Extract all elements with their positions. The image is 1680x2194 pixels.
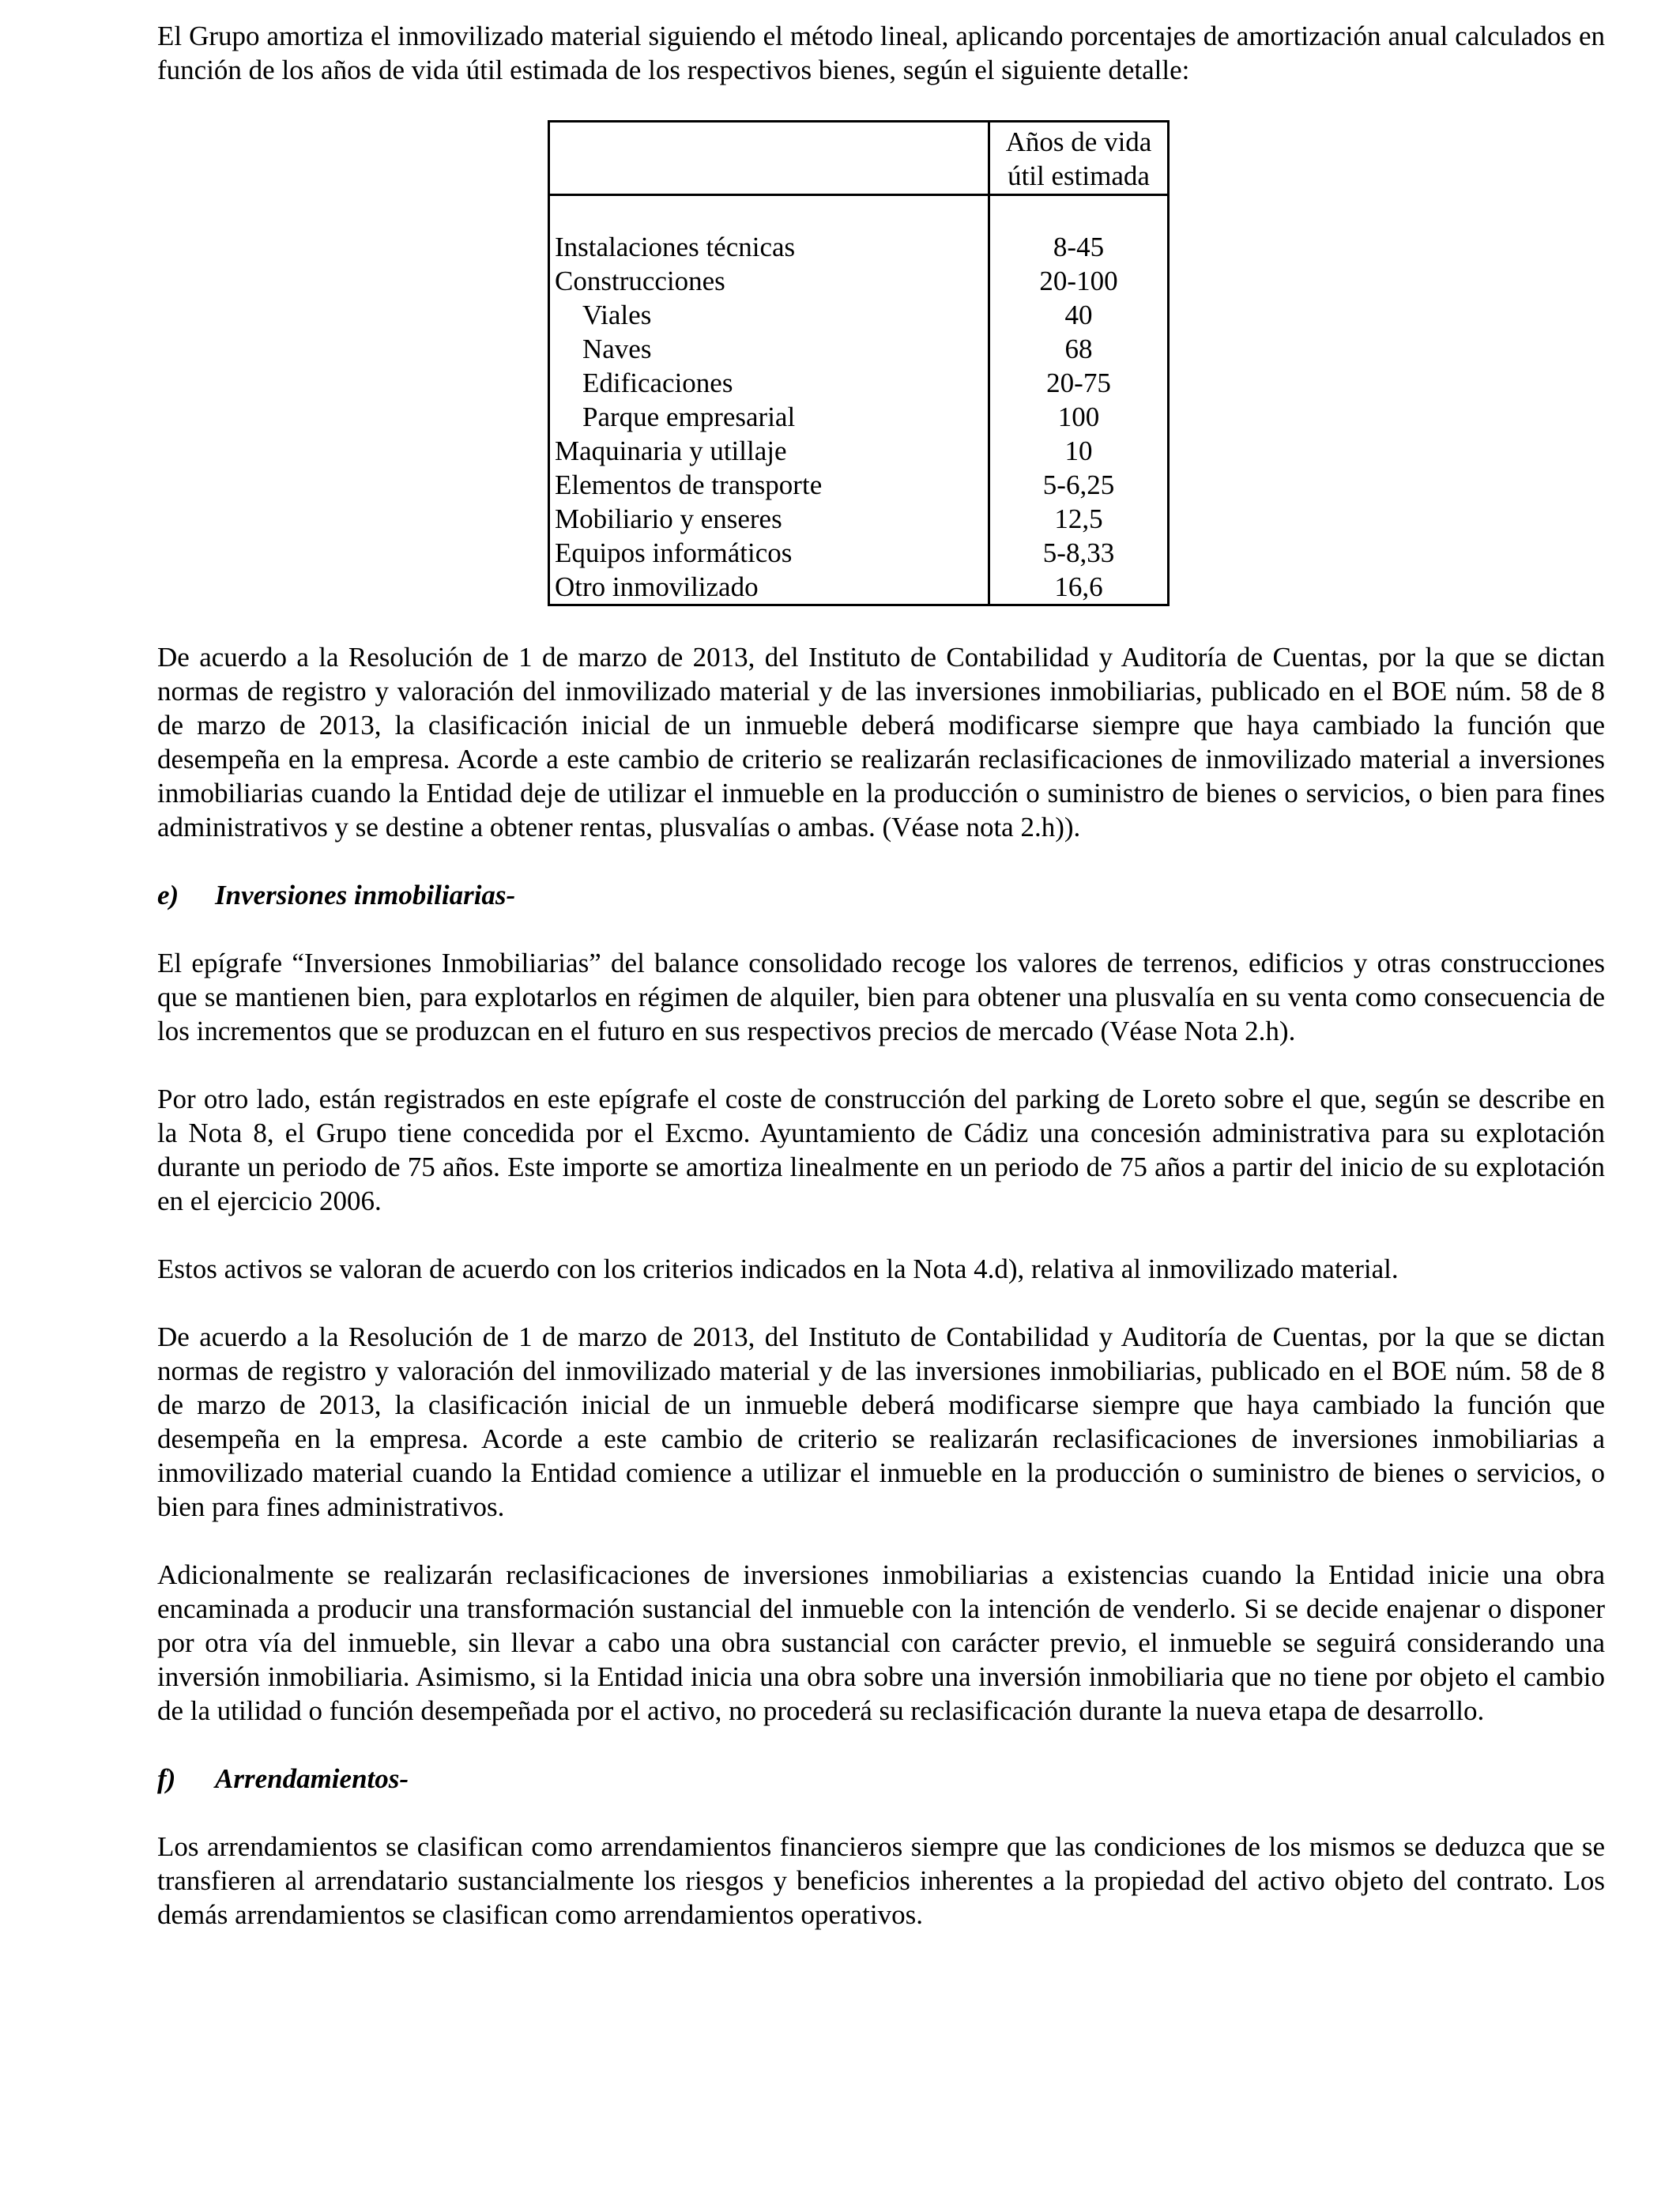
row-value: 16,6 — [1054, 571, 1103, 602]
row-label: Instalaciones técnicas — [549, 230, 989, 264]
table-row — [549, 298, 1169, 332]
table-header-cell — [989, 122, 1169, 195]
intro-paragraph: El Grupo amortiza el inmovilizado material siguiendo el método lineal, aplicando porcentajes de amortización anual calculados en función de los años de vida útil estimada de los respectivos bienes, según el siguiente detalle: — [157, 21, 1605, 85]
paragraph-e2: Por otro lado, están registrados en este epígrafe el coste de construcción del parking de Loreto sobre el que, según se describe en la Nota 8, el Grupo tiene concedida por el Excmo. Ayuntamiento de Cádiz una concesión administrativa para su explotación durante un periodo de 75 años. Este importe se amortiza linealmente en un periodo de 75 años a partir del inicio de su explotación en el ejercicio 2006. — [157, 1084, 1605, 1216]
row-label: Mobiliario y enseres — [549, 502, 989, 536]
spacer-label-cell — [549, 195, 989, 231]
row-label: Elementos de transporte — [549, 468, 989, 502]
table-row — [549, 230, 1169, 264]
row-value: 20-100 — [1039, 266, 1118, 296]
section-heading-f — [157, 1762, 1605, 1796]
row-label: Parque empresarial — [582, 401, 796, 432]
row-label-cell — [549, 366, 989, 400]
table-row — [549, 502, 1169, 536]
section-f-title: Arrendamientos- — [215, 1763, 409, 1794]
table-header-line-1: Años de vida — [1005, 126, 1152, 157]
paragraph-e3: Estos activos se valoran de acuerdo con los criterios indicados en la Nota 4.d), relativa al inmovilizado material. — [157, 1253, 1399, 1284]
section-f-letter: f) — [157, 1763, 176, 1794]
document-page — [157, 19, 1605, 1966]
paragraph-resolution-1: De acuerdo a la Resolución de 1 de marzo de 2013, del Instituto de Contabilidad y Auditoría de Cuentas, por la que se dictan normas de registro y valoración del inmovilizado material y de las inversiones inmobiliarias, publicado en el BOE núm. 58 de 8 de marzo de 2013, la clasificación inicial de un inmueble deberá modificarse siempre que haya cambiado la función que desempeña en la empresa. Acorde a este cambio de criterio se realizarán reclasificaciones de inmovilizado material a inversiones inmobiliarias cuando la Entidad deje de utilizar el inmueble en la producción o suministro de bienes o servicios, o bien para fines administrativos y se destine a obtener rentas, plusvalías o ambas. (Véase nota 2.h)). — [157, 642, 1605, 843]
row-label: Equipos informáticos — [549, 536, 989, 570]
table-header-line-2: útil estimada — [1008, 160, 1150, 191]
row-label: Maquinaria y utillaje — [549, 434, 989, 468]
row-label: Construcciones — [549, 264, 989, 298]
row-value: 12,5 — [1054, 503, 1103, 534]
table-row — [549, 264, 1169, 298]
row-label-cell — [549, 400, 989, 434]
paragraph-e1: El epígrafe “Inversiones Inmobiliarias” del balance consolidado recoge los valores de terrenos, edificios y otras construcciones que se mantienen bien, para explotarlos en régimen de alquiler, bien para obtener una plusvalía en su venta como consecuencia de los incrementos que se produzcan en el futuro en sus respectivos precios de mercado (Véase Nota 2.h). — [157, 948, 1605, 1046]
table-row — [549, 468, 1169, 502]
row-label-cell — [549, 332, 989, 366]
spacer-value-cell — [989, 195, 1169, 231]
table-row — [549, 332, 1169, 366]
row-value: 40 — [1064, 300, 1093, 330]
useful-life-table — [548, 120, 1170, 606]
row-label: Otro inmovilizado — [549, 570, 989, 605]
row-label: Viales — [582, 300, 652, 330]
row-value: 100 — [1057, 401, 1100, 432]
paragraph-e4: De acuerdo a la Resolución de 1 de marzo de 2013, del Instituto de Contabilidad y Auditoría de Cuentas, por la que se dictan normas de registro y valoración del inmovilizado material y de las inversiones inmobiliarias, publicado en el BOE núm. 58 de 8 de marzo de 2013, la clasificación inicial de un inmueble deberá modificarse siempre que haya cambiado la función que desempeña en la empresa. Acorde a este cambio de criterio se realizarán reclasificaciones de inversiones inmobiliarias a inmovilizado material cuando la Entidad comience a utilizar el inmueble en la producción o suministro de bienes o servicios, o bien para fines administrativos. — [157, 1321, 1605, 1522]
row-value: 5-6,25 — [1042, 469, 1115, 500]
row-label-cell — [549, 298, 989, 332]
row-label: Edificaciones — [582, 368, 733, 398]
paragraph-f1: Los arrendamientos se clasifican como arrendamientos financieros siempre que las condiciones de los mismos se deduzca que se transfieren al arrendatario sustancialmente los riesgos y beneficios inherentes a la propiedad del activo objeto del contrato. Los demás arrendamientos se clasifican como arrendamientos operativos. — [157, 1831, 1605, 1930]
paragraph-e5: Adicionalmente se realizarán reclasificaciones de inversiones inmobiliarias a existencias cuando la Entidad inicie una obra encaminada a producir una transformación sustancial del inmueble con la intención de venderlo. Si se decide enajenar o disponer por otra vía del inmueble, sin llevar a cabo una obra sustancial con carácter previo, el inmueble se seguirá considerando una inversión inmobiliaria. Asimismo, si la Entidad inicia una obra sobre una inversión inmobiliaria que no tiene por objeto el cambio de la utilidad o función desempeñada por el activo, no procederá su reclasificación durante la nueva etapa de desarrollo. — [157, 1559, 1605, 1726]
row-value: 20-75 — [1046, 368, 1111, 398]
table-row — [549, 400, 1169, 434]
table-spacer-row — [549, 195, 1169, 231]
row-value: 5-8,33 — [1042, 537, 1115, 568]
table-row — [549, 366, 1169, 400]
row-value: 10 — [1064, 435, 1093, 466]
row-label: Naves — [582, 334, 652, 364]
section-e-title: Inversiones inmobiliarias- — [215, 880, 516, 910]
row-value: 8-45 — [1053, 232, 1105, 262]
table-header-empty-cell — [549, 122, 989, 195]
table-header-row — [549, 122, 1169, 195]
table-row — [549, 536, 1169, 570]
section-e-letter: e) — [157, 880, 179, 910]
row-value: 68 — [1064, 334, 1093, 364]
table-row — [549, 570, 1169, 605]
table-row — [549, 434, 1169, 468]
useful-life-table-wrapper — [157, 120, 1605, 606]
section-heading-e — [157, 878, 1605, 912]
